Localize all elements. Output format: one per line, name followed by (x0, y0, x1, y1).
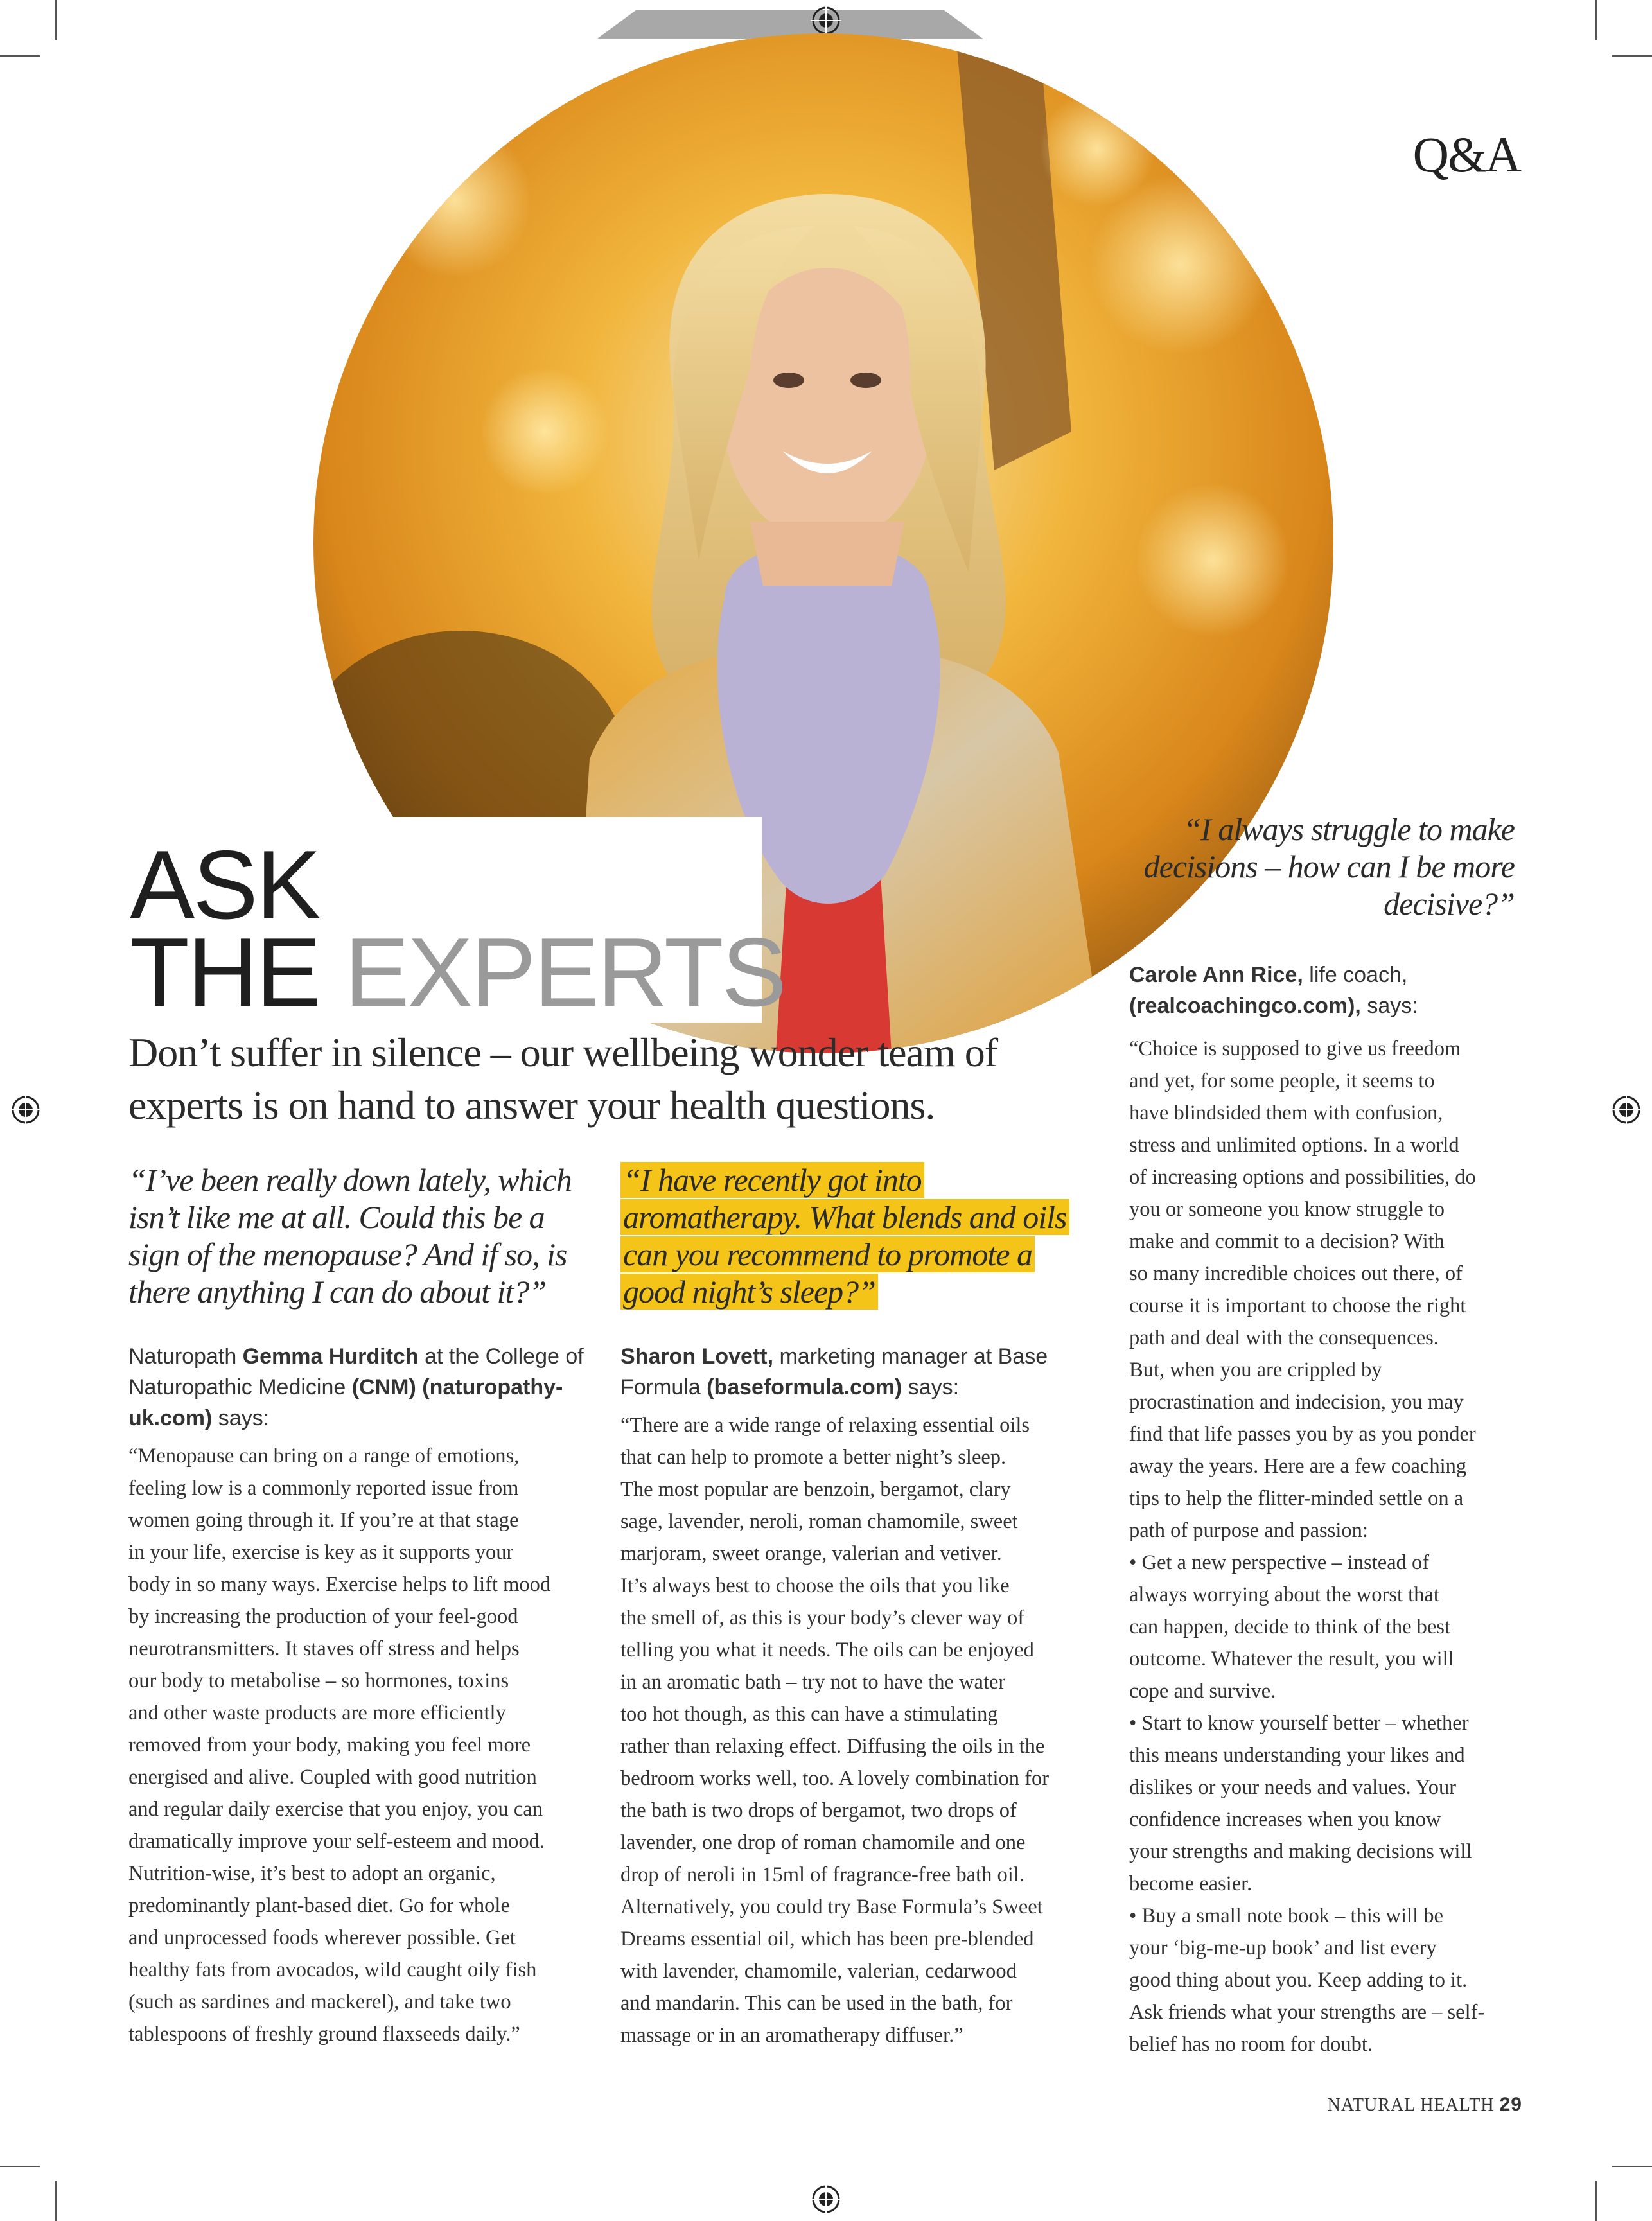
question-3: “I always struggle to make decisions – how can I be more decisive?” (1143, 811, 1515, 922)
crop-mark (0, 2166, 40, 2167)
byline-3: Carole Ann Rice, life coach, (realcoachingco.com), says: (1129, 963, 1418, 1018)
title-line-1: ASK (130, 830, 320, 940)
answer-body-2: “There are a wide range of relaxing essential oils that can help to promote a better night’s sleep. The most popular are benzoin, bergamot, clary sage, lavender, neroli, roman chamomile, sweet marjoram, sweet orange, valerian and vetiver. It’s always best to choose the oils that you like the smell of, as this is your body’s clever way of telling you what it needs. The oils can be enjoyed in an aromatic bath – try not to have the water too hot though, as this can have a stimulating rather than relaxing effect. Diffusing the oils in the bedroom works well, too. A lovely combination for the bath is two drops of bergamot, two drops of lavender, one drop of roman chamomile and one drop of neroli in 15ml of fragrance-free bath oil. Alternatively, you could try Base Formula’s Sweet Dreams essential oil, which has been pre-blended with lavender, chamomile, valerian, cedarwood and mandarin. This can be used in the bath, for massage or in an aromatherapy diffuser.” (620, 1414, 1050, 2047)
question-2-highlight: “I have recently got into aromatherapy. What blends and oils can you recommend to promote a good night’s sleep?” (620, 1162, 1069, 1310)
folio (1328, 2094, 1522, 2116)
title-line-2 (130, 918, 786, 1027)
answer-body-1: “Menopause can bring on a range of emotions, feeling low is a commonly reported issue from women going through it. If you’re at that stage in your life, exercise is key as it supports your body in so many ways. Exercise helps to lift mood by increasing the production of your feel-good neurotransmitters. It staves off stress and helps our body to metabolise – so hormones, toxins and other waste products are more efficiently removed from your body, making you feel more energised and alive. Coupled with good nutrition and regular daily exercise that you enjoy, you can dramatically improve your self-esteem and mood. Nutrition-wise, it’s best to adopt an organic, predominantly plant-based diet. Go for whole and unprocessed foods wherever possible. Get healthy fats from avocados, wild caught oily fish (such as sardines and mackerel), and take two tablespoons of freshly ground flaxseeds daily.” (128, 1444, 551, 2046)
crop-mark (1595, 2181, 1597, 2221)
registration-mark-icon (10, 1094, 41, 1125)
byline-1: Naturopath Gemma Hurditch at the College of Naturopathic Medicine (CNM) (naturopathy-uk.com) says: (128, 1344, 584, 1430)
question-1: “I’ve been really down lately, which isn’t like me at all. Could this be a sign of the menopause? And if so, is there anything I can do about it?” (128, 1162, 572, 1310)
title-word-experts: EXPERTS (344, 918, 786, 1027)
crop-mark (1612, 55, 1652, 57)
registration-mark-icon (811, 5, 841, 36)
question-2 (620, 1161, 1083, 1310)
column-3 (1129, 811, 1540, 2060)
crop-mark (55, 0, 57, 40)
column-1 (128, 1161, 597, 2050)
folio-magazine: NATURAL HEALTH (1327, 2095, 1495, 2115)
crop-mark (0, 55, 40, 57)
title-word-the: THE (130, 918, 319, 1027)
column-2 (620, 1161, 1109, 2051)
standfirst: Don’t suffer in silence – our wellbeing wonder team of experts is on hand to answer your health questions. (128, 1030, 998, 1128)
registration-mark-icon (811, 2184, 841, 2215)
byline-2: Sharon Lovett, marketing manager at Base Formula (baseformula.com) says: (620, 1344, 1048, 1400)
crop-mark (55, 2181, 57, 2221)
folio-page-number: 29 (1499, 2094, 1522, 2115)
section-label: Q&A (1412, 127, 1520, 182)
crop-mark (1595, 0, 1597, 40)
title-block (116, 817, 786, 1027)
answer-body-3: “Choice is supposed to give us freedom and yet, for some people, it seems to have blindsided them with confusion, stress and unlimited options. In a world of increasing options and possibilities, do you or someone you know struggle to make and commit to a decision? With so many incredible choices out there, of course it is important to choose the right path and deal with the consequences. But, when you are crippled by procrastination and indecision, you may find that life passes you by as you ponder away the years. Here are a few coaching tips to help the flitter-minded settle on a path of purpose and passion: • Get a new perspective – instead of always worrying about the worst that can happen, decide to think of the best outcome. Whatever the result, you will cope and survive. • Start to know yourself better – whether this means understanding your likes and dislikes or your needs and values. Your confidence increases when you know your strengths and making decisions will become easier. • Buy a small note book – this will be your ‘big-me-up book’ and list every good thing about you. Keep adding to it. Ask friends what your strengths are – self- belief has no room for doubt. (1129, 1037, 1485, 2056)
registration-mark-icon (1611, 1094, 1642, 1125)
crop-mark (1612, 2166, 1652, 2167)
